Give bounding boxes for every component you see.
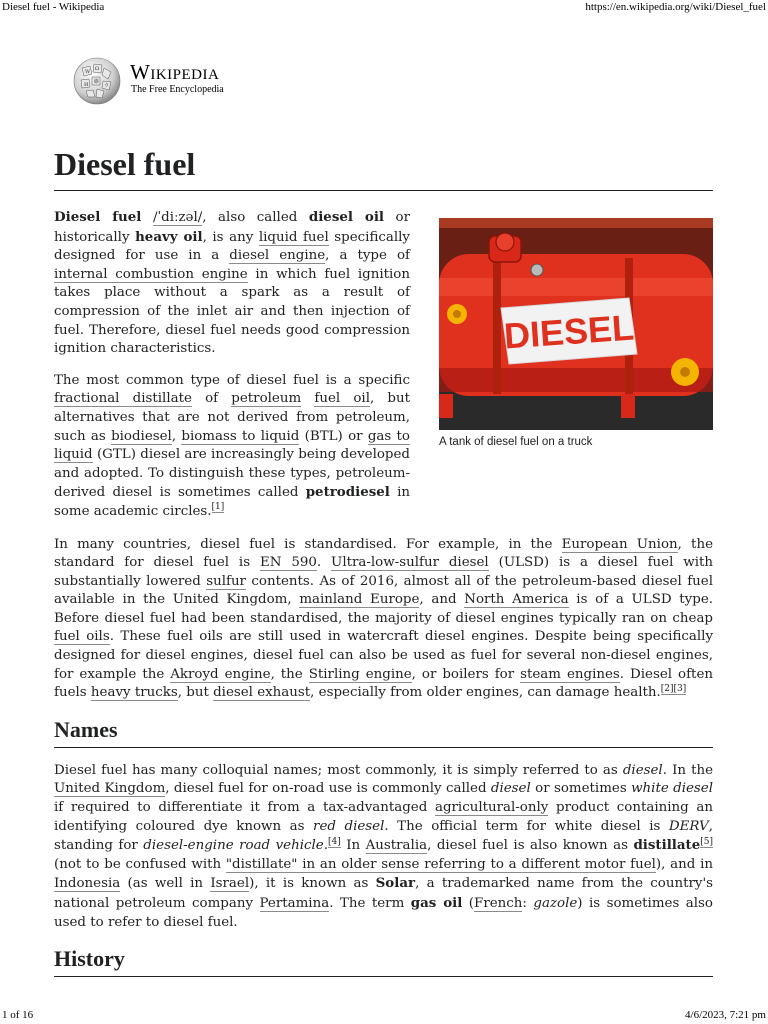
print-page-title: Diesel fuel - Wikipedia xyxy=(2,1,105,13)
svg-text:Ω: Ω xyxy=(95,66,100,72)
infobox-image[interactable] xyxy=(439,218,713,449)
paragraph: The most common type of diesel fuel is a specific fractional distillate of petroleum fuel oil, but alternatives that are not derived from petroleum, such as biodiesel, biomass to liquid (BTL) or gas to liquid (GTL) diesel are increasingly being developed and adopted. To distinguish these types, petroleum-derived diesel is sometimes called petrodiesel in some academic circles.[1] xyxy=(54,372,411,519)
diesel-tank-image xyxy=(439,218,713,430)
svg-text:W: W xyxy=(85,69,91,75)
article-title: Diesel fuel xyxy=(54,140,713,191)
article-content xyxy=(54,140,713,977)
logo-wordmark: Wikipedia xyxy=(130,60,220,84)
section-heading-history: History xyxy=(54,942,713,977)
svg-text:ウ: ウ xyxy=(104,83,110,89)
paragraph: Diesel fuel /ˈdiːzəl/, also called diesel oil or historically heavy oil, is any liquid fuel specifically designed for use in a diesel engine, a type of internal combustion engine in which fuel ignition takes place without a spark as a result of compression of the inlet air and then injection of fuel. Therefore, diesel fuel needs good compression ignition characteristics. xyxy=(54,209,410,357)
page-counter: 1 of 16 xyxy=(2,1009,34,1021)
wikipedia-globe-icon xyxy=(72,56,122,106)
section-heading-names: Names xyxy=(54,713,713,748)
tank-label-text: DIESEL xyxy=(502,306,636,357)
print-header xyxy=(0,0,768,16)
body-text xyxy=(54,536,713,978)
logo-tagline: The Free Encyclopedia xyxy=(131,84,224,95)
paragraph: In many countries, diesel fuel is standardised. For example, in the European Union, the standard for diesel fuel is EN 590. Ultra-low-sulfur diesel (ULSD) is a diesel fuel with substantially lowered sulfur contents. As of 2016, almost all of the petroleum-based diesel fuel available in the United Kingdom, mainland Europe, and North America is of a ULSD type. Before diesel fuel had been standardised, the majority of diesel engines typically ran on cheap fuel oils. These fuel oils are still used in watercraft diesel engines. Despite being specifically designed for diesel engines, diesel fuel can also be used as fuel for several non-diesel engines, for example the Akroyd engine, the Stirling engine, or boilers for steam engines. Diesel often fuels heavy trucks, but diesel exhaust, especially from older engines, can damage health.[2][3] xyxy=(54,536,714,701)
paragraph: Diesel fuel has many colloquial names; most commonly, it is simply referred to as diesel. In the United Kingdom, diesel fuel for on-road use is commonly called diesel or sometimes white diesel if required to differentiate it from a tax-advantaged agricultural-only product containing an identifying coloured dye known as red diesel. The official term for white diesel is DERV, standing for diesel-engine road vehicle.[4] In Australia, diesel fuel is also known as distillate[5] (not to be confused with "distillate" in an older sense referring to a different motor fuel), and in Indonesia (as well in Israel), it is known as Solar, a trademarked name from the country's national petroleum company Pertamina. The term gas oil (French: gazole) is sometimes also used to refer to diesel fuel. xyxy=(54,762,714,930)
print-url: https://en.wikipedia.org/wiki/Diesel_fuel xyxy=(585,1,766,13)
intro-text xyxy=(54,191,410,522)
print-datetime: 4/6/2023, 7:21 pm xyxy=(685,1009,766,1021)
print-footer xyxy=(0,1008,768,1024)
svg-text:И: И xyxy=(84,82,89,88)
svg-text:維: 維 xyxy=(94,79,100,85)
wikipedia-logo[interactable] xyxy=(72,56,292,106)
image-caption: A tank of diesel fuel on a truck xyxy=(439,436,593,448)
